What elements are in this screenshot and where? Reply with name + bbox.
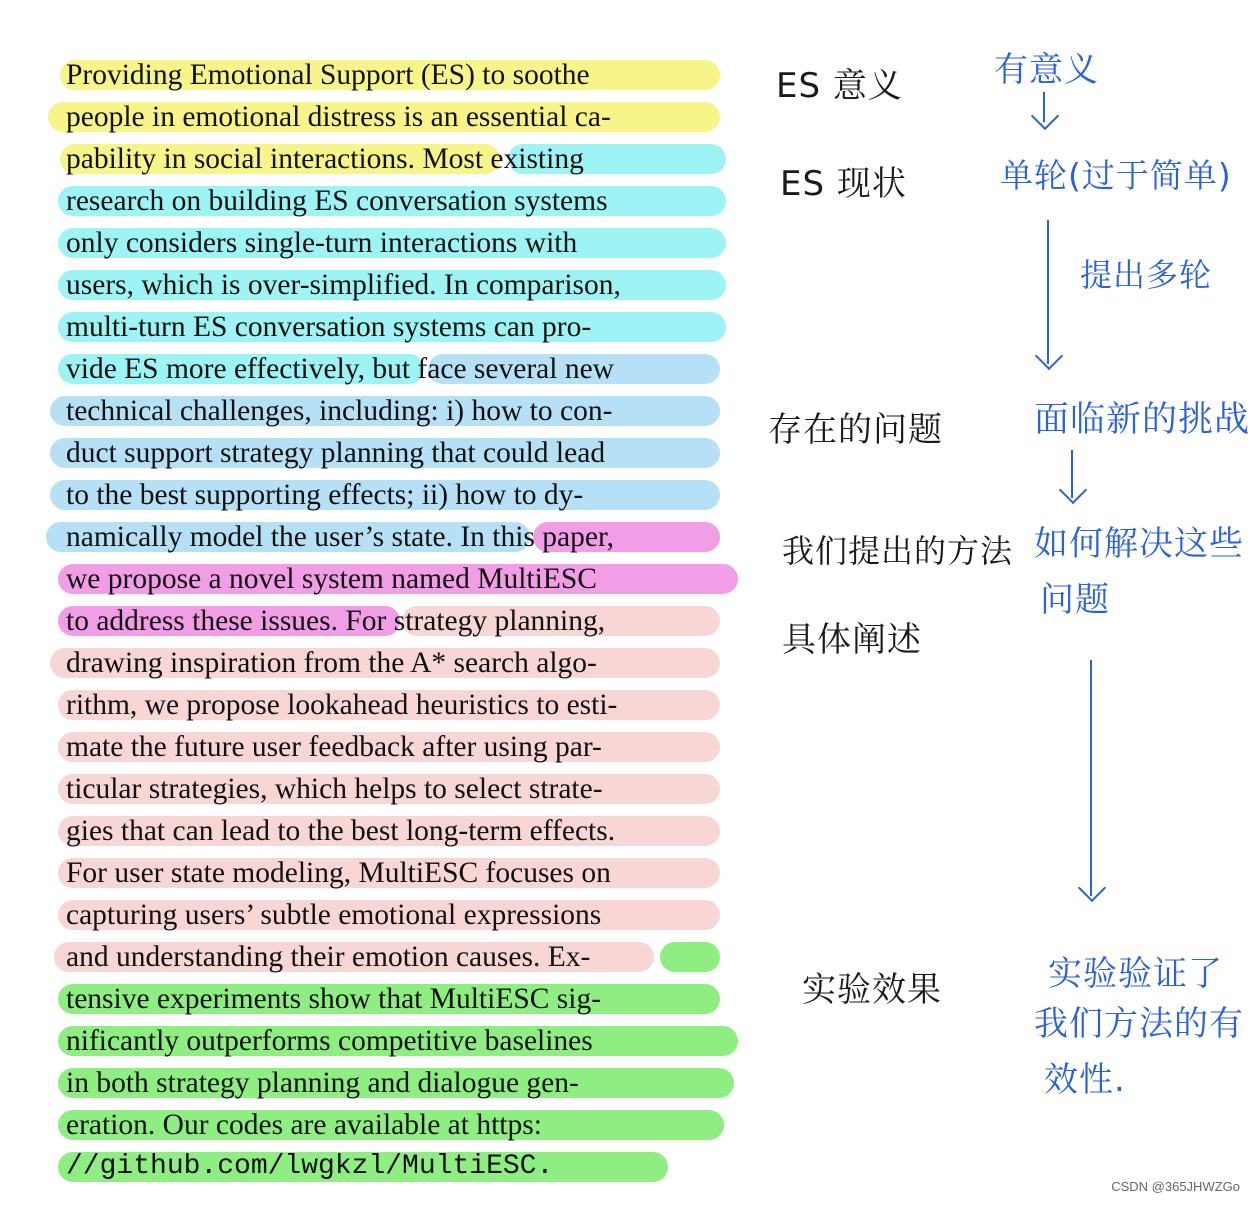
abstract-line: rithm, we propose lookahead heuristics to esti- (66, 689, 618, 721)
abstract-line: ticular strategies, which helps to select strate- (66, 773, 603, 805)
note-es-status: ES 现状 (780, 164, 907, 204)
abstract-line: eration. Our codes are available at https: (66, 1109, 542, 1141)
abstract-line: only considers single-turn interactions with (66, 227, 578, 259)
abstract-line: research on building ES conversation systems (66, 185, 608, 217)
abstract-line: in both strategy planning and dialogue gen- (66, 1067, 579, 1099)
watermark: CSDN @365JHWZGo (1111, 1179, 1240, 1194)
note-es-meaning: ES 意义 (776, 66, 903, 106)
abstract-line: we propose a novel system named MultiESC (66, 563, 597, 595)
abstract-line: to the best supporting effects; ii) how to dy- (66, 479, 584, 511)
note-problems-2: 问题 (1040, 580, 1110, 620)
abstract-line: nificantly outperforms competitive baselines (66, 1025, 593, 1057)
abstract-line-url: //github.com/lwgkzl/MultiESC. (66, 1151, 554, 1182)
abstract-line: to address these issues. For strategy planning, (66, 605, 606, 637)
note-effectiveness: 效性. (1044, 1060, 1126, 1100)
abstract-line: namically model the user’s state. In this paper, (66, 521, 614, 553)
note-details: 具体阐述 (782, 620, 922, 660)
note-meaningful: 有意义 (994, 50, 1099, 90)
note-problems: 存在的问题 (768, 410, 943, 450)
abstract-line: users, which is over-simplified. In comparison, (66, 269, 621, 301)
arrow-down (1090, 660, 1092, 896)
arrow-head (1078, 874, 1106, 902)
abstract-line: tensive experiments show that MultiESC sig- (66, 983, 602, 1015)
note-results: 实验效果 (802, 970, 942, 1010)
abstract-line: and understanding their emotion causes. Ex- (66, 941, 591, 973)
abstract-line: vide ES more effectively, but face several new (66, 353, 614, 385)
abstract-line: mate the future user feedback after using par- (66, 731, 602, 763)
abstract-line: gies that can lead to the best long-term effects. (66, 815, 616, 847)
abstract-line: pability in social interactions. Most existing (66, 143, 584, 175)
abstract-line: For user state modeling, MultiESC focuses on (66, 857, 611, 889)
abstract-line: multi-turn ES conversation systems can pro- (66, 311, 592, 343)
note-propose-multi: 提出多轮 (1080, 256, 1213, 294)
note-how-solve: 如何解决这些 (1034, 524, 1244, 564)
arrow-head (1035, 342, 1063, 370)
arrow-head (1031, 102, 1059, 130)
abstract-line: technical challenges, including: i) how to con- (66, 395, 613, 427)
abstract-line: capturing users’ subtle emotional expressions (66, 899, 602, 931)
abstract-line: Providing Emotional Support (ES) to soothe (66, 59, 590, 91)
note-verified: 实验验证了 (1048, 954, 1223, 994)
abstract-line: drawing inspiration from the A* search algo- (66, 647, 597, 679)
abstract-line: people in emotional distress is an essential ca- (66, 101, 611, 133)
note-single-turn: 单轮(过于简单) (1000, 156, 1232, 195)
arrow-head (1059, 476, 1087, 504)
note-our-method-effective: 我们方法的有 (1034, 1004, 1244, 1044)
note-challenges: 面临新的挑战 (1034, 400, 1251, 440)
abstract-line: duct support strategy planning that could lead (66, 437, 606, 469)
note-our-method: 我们提出的方法 (782, 532, 1014, 570)
